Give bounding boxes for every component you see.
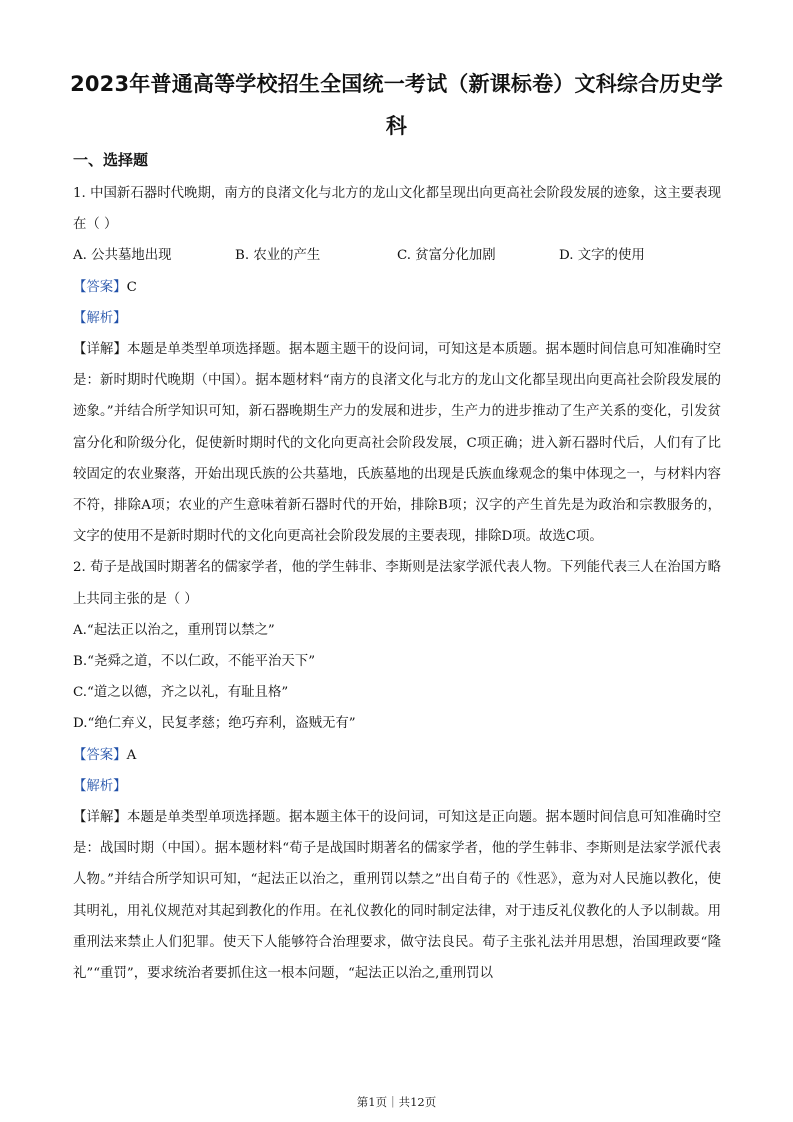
option-b: B. 农业的产生 <box>235 248 321 264</box>
document-title: 2023年普通高等学校招生全国统一考试（新课标卷）文科综合历史学科 <box>70 72 723 138</box>
question-stem: 2. 荀子是战国时期著名的儒家学者，他的学生韩非、李斯则是法家学派代表人物。下列能代表三人在治国方略上共同主张的是（ ） <box>73 560 721 607</box>
detail-text: 本题是单类型单项选择题。据本题主体干的设问词，可知这是正向题。据本题时间信息可知准确时空是：战国时期（中国）。据本题材料“荀子是战国时期著名的儒家学者，他的学生韩非、李斯则是法家学派代表人物。”并结合所学知识可知，“起法正以治之，重刑罚以禁之”出自荀子的《性恶》，意为对人民施以教化，使其明礼，用礼仪规范对其起到教化的作用。在礼仪教化的同时制定法律，对于违反礼仪教化的人予以制裁。用重刑法来禁止人们犯罪。使天下人能够符合治理要求，做守法良民。荀子主张礼法并用思想，治国理政要“隆礼”“重罚”，要求统治者要抓住这一根本问题，“起法正以治之,重刑罚以 <box>73 810 722 982</box>
analysis-label: 【解析】 <box>73 778 127 794</box>
options-row <box>73 240 721 271</box>
analysis-line <box>73 303 721 334</box>
answer-line <box>73 272 721 303</box>
option-a: A.“起法正以治之，重刑罚以禁之” <box>73 622 275 638</box>
answer-line <box>73 740 721 771</box>
question-stem: 1. 中国新石器时代晚期，南方的良渚文化与北方的龙山文化都呈现出向更高社会阶段发展的迹象，这主要表现在（ ） <box>73 186 721 233</box>
detail-paragraph <box>73 334 721 552</box>
detail-label: 【详解】 <box>73 342 128 358</box>
option-d: D.“绝仁弃义，民复孝慈；绝巧弃利，盗贼无有” <box>73 716 356 732</box>
section-heading: 一、选择题 <box>73 151 149 169</box>
option-c: C.“道之以德，齐之以礼，有耻且格” <box>73 685 289 701</box>
question-1 <box>73 178 721 552</box>
questions-content <box>73 178 721 989</box>
analysis-line <box>73 771 721 802</box>
option-c: C. 贫富分化加剧 <box>397 248 496 264</box>
answer-label: 【答案】 <box>73 279 127 295</box>
detail-paragraph <box>73 802 721 989</box>
detail-label: 【详解】 <box>73 810 128 826</box>
option-a: A. 公共墓地出现 <box>73 248 172 264</box>
detail-text: 本题是单类型单项选择题。据本题主题干的设问词，可知这是本质题。据本题时间信息可知准确时空是：新时期时代晚期（中国）。据本题材料“南方的良渚文化与北方的龙山文化都呈现出向更高社会阶段发展的迹象。”并结合所学知识可知，新石器晚期生产力的发展和进步，生产力的进步推动了生产关系的变化，引发贫富分化和阶级分化，促使新时期时代的文化向更高社会阶段发展，C项正确；进入新石器时代后，人们有了比较固定的农业聚落，开始出现氏族的公共墓地，氏族墓地的出现是氏族血缘观念的集中体现之一，与材料内容不符，排除A项；农业的产生意味着新石器时代的开始，排除B项；汉字的产生首先是为政治和宗教服务的，文字的使用不是新时期时代的文化向更高社会阶段发展的主要表现，排除D项。故选C项。 <box>73 342 722 545</box>
option-b: B.“尧舜之道，不以仁政，不能平治天下” <box>73 654 316 670</box>
answer-value: C <box>126 279 137 295</box>
question-2 <box>73 552 721 989</box>
analysis-label: 【解析】 <box>73 310 127 326</box>
option-d: D. 文字的使用 <box>559 248 645 264</box>
answer-label: 【答案】 <box>73 747 127 763</box>
page-footer: 第1页｜共12页 <box>356 1095 437 1109</box>
answer-value: A <box>126 747 137 763</box>
